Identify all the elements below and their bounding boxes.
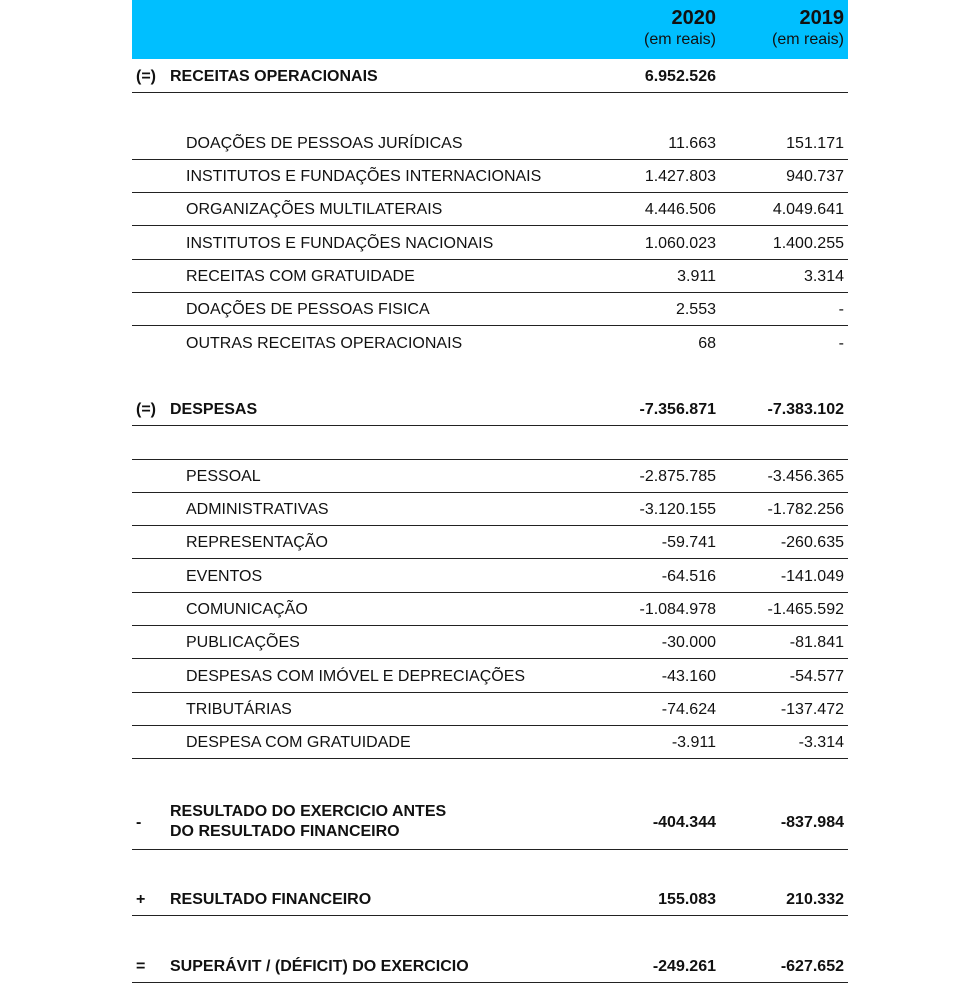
value-2020: -7.356.871 xyxy=(639,401,716,418)
table-row xyxy=(132,127,848,160)
row-label: DOAÇÕES DE PESSOAS JURÍDICAS xyxy=(186,135,463,152)
table-row xyxy=(132,693,848,726)
value-2019: -54.577 xyxy=(789,668,844,685)
row-symbol: (=) xyxy=(136,68,156,85)
row-label: OUTRAS RECEITAS OPERACIONAIS xyxy=(186,335,463,352)
table-row xyxy=(132,260,848,293)
value-2019: 210.332 xyxy=(786,891,844,908)
row-symbol: - xyxy=(136,814,142,831)
row-label: REPRESENTAÇÃO xyxy=(186,534,328,551)
row-symbol: + xyxy=(136,891,146,908)
resultado-antes-row xyxy=(132,800,848,850)
table-row xyxy=(132,193,848,226)
row-symbol: = xyxy=(136,958,146,975)
value-2019: -137.472 xyxy=(780,701,844,718)
row-label: DESPESAS xyxy=(170,401,258,418)
row-symbol: (=) xyxy=(136,401,156,418)
value-2020: 2.553 xyxy=(675,301,716,318)
column-year: 2019 xyxy=(799,7,844,29)
value-2019: -81.841 xyxy=(789,634,844,651)
table-row xyxy=(132,493,848,526)
value-2019: -3.456.365 xyxy=(767,468,844,485)
value-2019: -141.049 xyxy=(780,568,844,585)
table-row xyxy=(132,626,848,659)
value-2020: -3.120.155 xyxy=(639,501,716,518)
row-label: COMUNICAÇÃO xyxy=(186,601,308,618)
column-year: 2020 xyxy=(671,7,716,29)
value-2019: 1.400.255 xyxy=(772,235,844,252)
table-row xyxy=(132,593,848,626)
row-label: EVENTOS xyxy=(186,568,263,585)
table-row xyxy=(132,227,848,260)
table-row xyxy=(132,327,848,360)
value-2020: -59.741 xyxy=(661,534,716,551)
table-row xyxy=(132,560,848,593)
row-label-line2: DO RESULTADO FINANCEIRO xyxy=(170,823,400,840)
table-row xyxy=(132,660,848,693)
table-row xyxy=(132,726,848,759)
superavit-row xyxy=(132,950,848,983)
value-2020: -404.344 xyxy=(652,814,716,831)
value-2020: 1.427.803 xyxy=(644,168,716,185)
value-2019: -1.782.256 xyxy=(767,501,844,518)
value-2019: 3.314 xyxy=(803,268,844,285)
value-2019: 4.049.641 xyxy=(772,201,844,218)
row-label: ADMINISTRATIVAS xyxy=(186,501,329,518)
value-2020: -3.911 xyxy=(671,734,716,751)
row-label: PUBLICAÇÕES xyxy=(186,634,300,651)
value-2019: -260.635 xyxy=(780,534,844,551)
column-header-2020 xyxy=(644,8,716,48)
value-2020: -249.261 xyxy=(652,958,716,975)
value-2019: -837.984 xyxy=(780,814,844,831)
value-2019: -7.383.102 xyxy=(767,401,844,418)
row-label: DESPESA COM GRATUIDADE xyxy=(186,734,411,751)
row-label: DESPESAS COM IMÓVEL E DEPRECIAÇÕES xyxy=(186,668,526,685)
value-2020: -2.875.785 xyxy=(639,468,716,485)
value-2019: - xyxy=(838,301,844,318)
column-header-2019 xyxy=(772,8,844,48)
value-2020: 11.663 xyxy=(668,135,716,152)
receitas-total-row xyxy=(132,60,848,93)
value-2020: -74.624 xyxy=(661,701,716,718)
table-row xyxy=(132,526,848,559)
row-label-line1: RESULTADO DO EXERCICIO ANTES xyxy=(170,803,447,820)
row-label: RECEITAS COM GRATUIDADE xyxy=(186,268,415,285)
table-row xyxy=(132,460,848,493)
value-2020: 3.911 xyxy=(677,268,716,285)
value-2020: -43.160 xyxy=(661,668,716,685)
value-2020: -1.084.978 xyxy=(639,601,716,618)
value-2019: 151.171 xyxy=(786,135,844,152)
value-2020: 68 xyxy=(698,335,716,352)
value-2020: 155.083 xyxy=(658,891,716,908)
column-unit: (em reais) xyxy=(643,31,716,48)
value-2020: -64.516 xyxy=(661,568,716,585)
row-label: TRIBUTÁRIAS xyxy=(186,701,292,718)
column-unit: (em reais) xyxy=(771,31,844,48)
row-label: SUPERÁVIT / (DÉFICIT) DO EXERCICIO xyxy=(170,958,469,975)
row-label: RESULTADO FINANCEIRO xyxy=(170,891,372,908)
value-2019: 940.737 xyxy=(786,168,844,185)
value-2020: -30.000 xyxy=(661,634,716,651)
row-label xyxy=(170,802,446,842)
value-2019: -3.314 xyxy=(798,734,844,751)
value-2019: -627.652 xyxy=(780,958,844,975)
value-2020: 1.060.023 xyxy=(644,235,716,252)
value-2019: -1.465.592 xyxy=(767,601,844,618)
row-label: RECEITAS OPERACIONAIS xyxy=(170,68,378,85)
row-label: PESSOAL xyxy=(186,468,261,485)
table-header xyxy=(132,0,848,59)
table-row xyxy=(132,160,848,193)
row-label: INSTITUTOS E FUNDAÇÕES NACIONAIS xyxy=(186,235,494,252)
value-2019: - xyxy=(838,335,844,352)
row-label: ORGANIZAÇÕES MULTILATERAIS xyxy=(186,201,443,218)
row-label: DOAÇÕES DE PESSOAS FISICA xyxy=(186,301,430,318)
resultado-financeiro-row xyxy=(132,883,848,916)
despesas-total-row xyxy=(132,393,848,426)
value-2020: 4.446.506 xyxy=(644,201,716,218)
value-2020: 6.952.526 xyxy=(644,68,716,85)
row-label: INSTITUTOS E FUNDAÇÕES INTERNACIONAIS xyxy=(186,168,542,185)
table-row xyxy=(132,293,848,326)
